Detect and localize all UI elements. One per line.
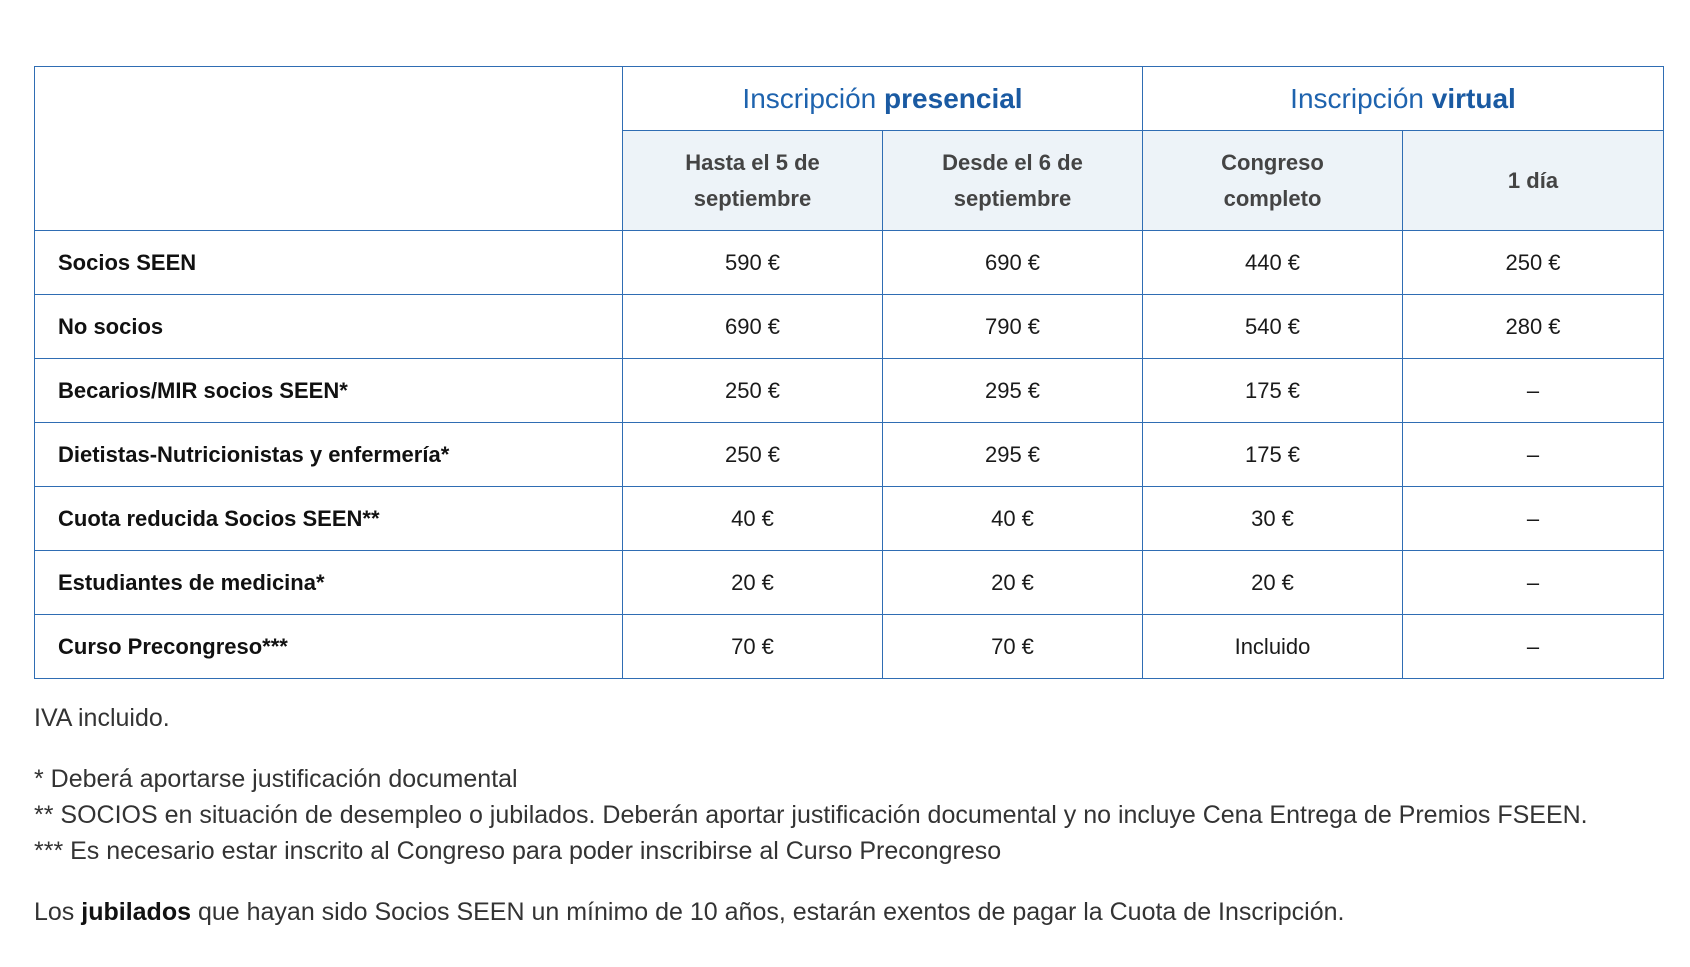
price-cell: – — [1403, 359, 1664, 423]
price-cell: 250 € — [1403, 231, 1664, 295]
price-cell: – — [1403, 423, 1664, 487]
table-row — [35, 551, 1664, 615]
registration-fees-table — [34, 66, 1664, 679]
subheader-1-dia: 1 día — [1403, 131, 1664, 231]
price-cell: – — [1403, 615, 1664, 679]
row-label: Socios SEEN — [35, 231, 623, 295]
price-cell: 440 € — [1143, 231, 1403, 295]
footnote-single-asterisk: * Deberá aportarse justificación documental — [34, 765, 518, 793]
empty-corner-cell — [35, 67, 623, 231]
price-cell: 690 € — [883, 231, 1143, 295]
group-header-prefix: Inscripción — [742, 82, 885, 114]
footnote-triple-asterisk: *** Es necesario estar inscrito al Congreso para poder inscribirse al Curso Precongreso — [34, 837, 1002, 865]
table-row — [35, 487, 1664, 551]
price-cell: 20 € — [1143, 551, 1403, 615]
price-cell: – — [1403, 487, 1664, 551]
subheader-congreso-completo: Congreso completo — [1143, 131, 1403, 231]
group-header-strong: virtual — [1431, 82, 1516, 114]
price-cell: 690 € — [623, 295, 883, 359]
footnote-double-asterisk: ** SOCIOS en situación de desempleo o jubilados. Deberán aportar justificación documental y no incluye Cena Entrega de Premios FSEEN. — [34, 801, 1588, 829]
price-cell: 30 € — [1143, 487, 1403, 551]
row-label: Cuota reducida Socios SEEN** — [35, 487, 623, 551]
retired-note-before: Los — [34, 898, 82, 926]
price-cell: 790 € — [883, 295, 1143, 359]
row-label: Dietistas-Nutricionistas y enfermería* — [35, 423, 623, 487]
price-cell: 20 € — [883, 551, 1143, 615]
price-cell: 280 € — [1403, 295, 1664, 359]
retired-note-after: que hayan sido Socios SEEN un mínimo de 10 años, estarán exentos de pagar la Cuota de Inscripción. — [191, 898, 1345, 926]
header-inscripcion-presencial — [623, 67, 1143, 131]
pricing-table-container — [34, 66, 1663, 679]
price-cell: 40 € — [623, 487, 883, 551]
table-row — [35, 423, 1664, 487]
price-cell: 590 € — [623, 231, 883, 295]
price-cell: 175 € — [1143, 359, 1403, 423]
price-cell: 295 € — [883, 423, 1143, 487]
table-row — [35, 231, 1664, 295]
price-cell: 250 € — [623, 423, 883, 487]
row-label: Curso Precongreso*** — [35, 615, 623, 679]
subheader-desde-6-septiembre: Desde el 6 de septiembre — [883, 131, 1143, 231]
table-row — [35, 295, 1664, 359]
price-cell: 540 € — [1143, 295, 1403, 359]
group-header-strong: presencial — [884, 82, 1023, 114]
group-header-row — [35, 67, 1664, 131]
row-label: Becarios/MIR socios SEEN* — [35, 359, 623, 423]
group-header-prefix: Inscripción — [1290, 82, 1432, 114]
price-cell: 250 € — [623, 359, 883, 423]
price-cell: Incluido — [1143, 615, 1403, 679]
footnotes-block — [34, 761, 1634, 869]
subheader-hasta-5-septiembre: Hasta el 5 de septiembre — [623, 131, 883, 231]
header-inscripcion-virtual — [1143, 67, 1664, 131]
price-cell: – — [1403, 551, 1664, 615]
price-cell: 70 € — [883, 615, 1143, 679]
iva-note: IVA incluido. — [34, 704, 170, 732]
price-cell: 295 € — [883, 359, 1143, 423]
price-cell: 175 € — [1143, 423, 1403, 487]
retired-members-note — [34, 894, 1634, 930]
notes-section — [34, 700, 1634, 930]
retired-note-strong: jubilados — [81, 898, 191, 926]
table-row — [35, 615, 1664, 679]
row-label: No socios — [35, 295, 623, 359]
price-cell: 20 € — [623, 551, 883, 615]
price-cell: 40 € — [883, 487, 1143, 551]
table-row — [35, 359, 1664, 423]
row-label: Estudiantes de medicina* — [35, 551, 623, 615]
price-cell: 70 € — [623, 615, 883, 679]
